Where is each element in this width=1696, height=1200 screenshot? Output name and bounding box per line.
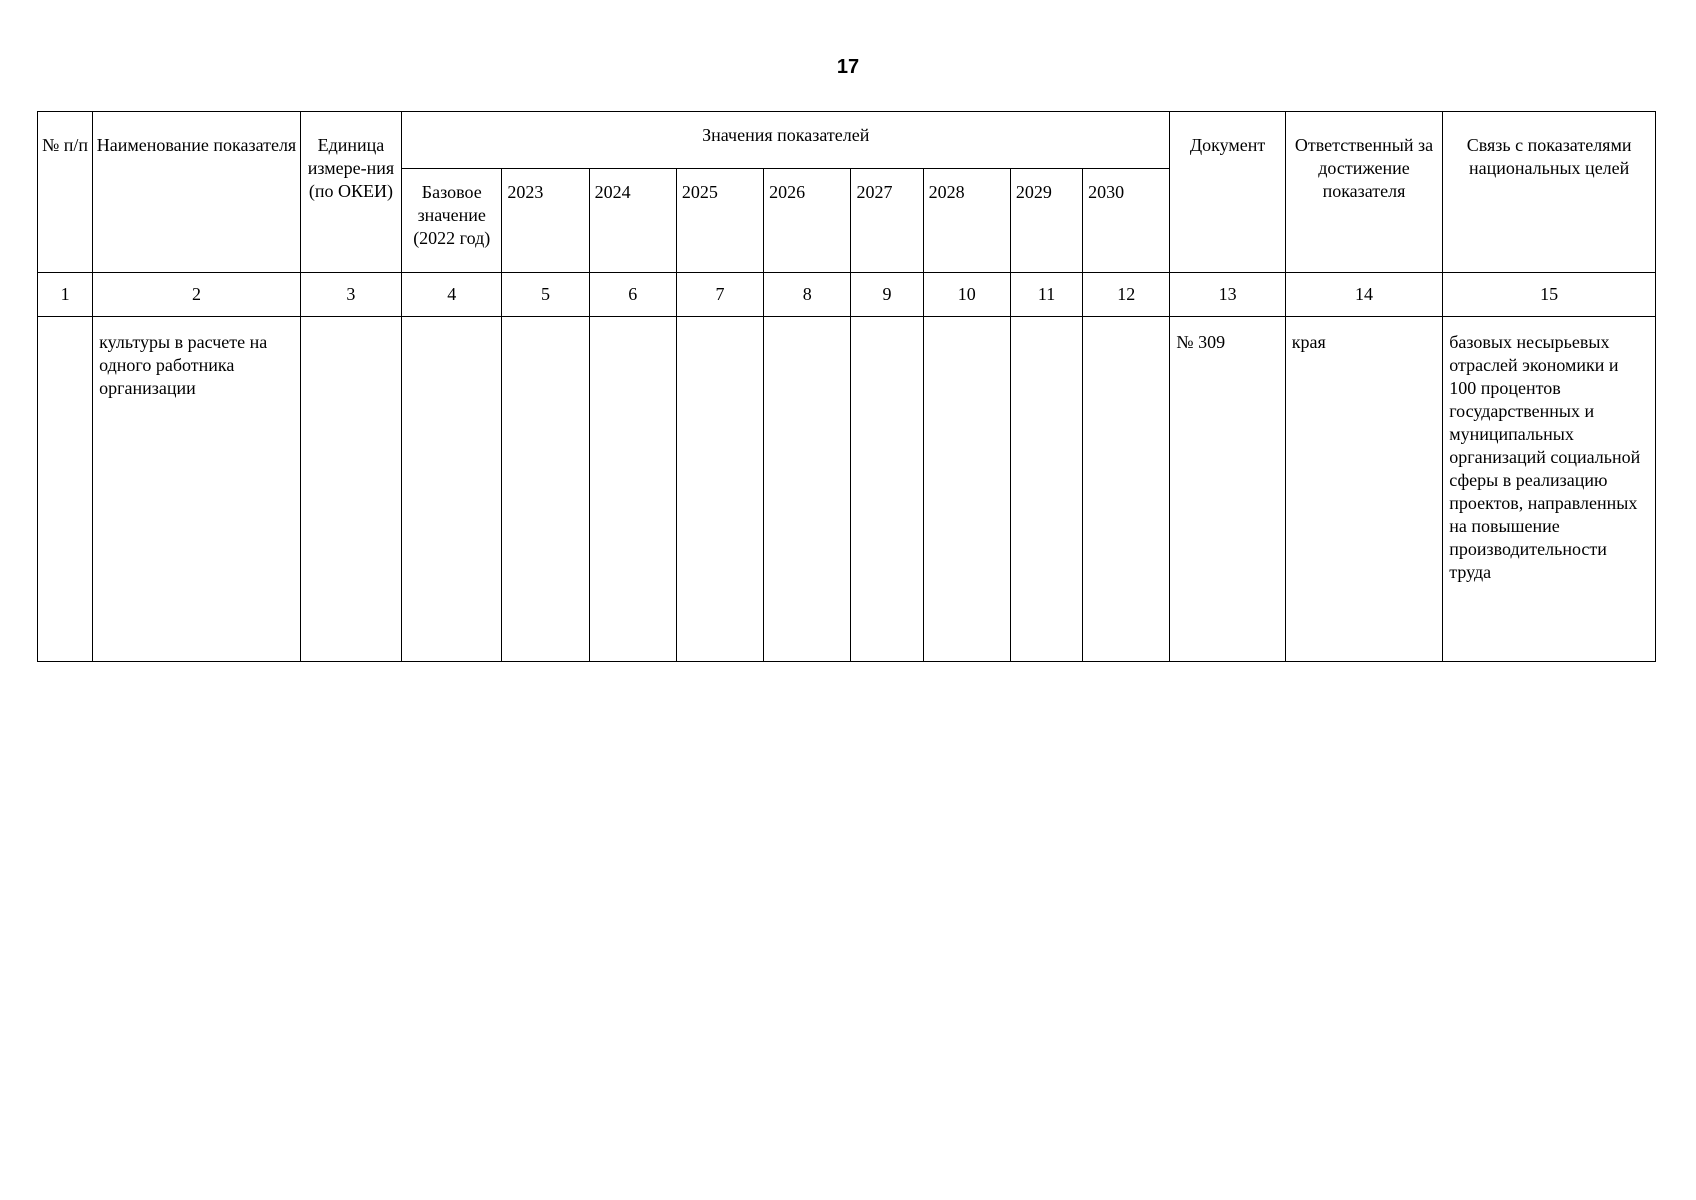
column-number: 5 [502, 273, 589, 317]
column-number: 9 [851, 273, 923, 317]
cell-year-value [589, 317, 676, 662]
cell-num [38, 317, 93, 662]
cell-year-value [1083, 317, 1170, 662]
column-number: 10 [923, 273, 1010, 317]
header-year: 2029 [1010, 169, 1082, 273]
header-document: Документ [1170, 112, 1285, 273]
header-year: 2024 [589, 169, 676, 273]
cell-base-value [402, 317, 502, 662]
column-number: 7 [676, 273, 763, 317]
indicators-table [37, 111, 1656, 662]
header-base-value: Базовое значение (2022 год) [402, 169, 502, 273]
cell-year-value [764, 317, 851, 662]
column-number: 12 [1083, 273, 1170, 317]
column-numbers-row [38, 273, 1656, 317]
column-number: 1 [38, 273, 93, 317]
column-number: 2 [93, 273, 301, 317]
cell-year-value [923, 317, 1010, 662]
header-year: 2023 [502, 169, 589, 273]
column-number: 3 [300, 273, 401, 317]
column-number: 4 [402, 273, 502, 317]
table-row [38, 317, 1656, 662]
column-number: 6 [589, 273, 676, 317]
column-number: 13 [1170, 273, 1285, 317]
header-values-group: Значения показателей [402, 112, 1170, 169]
cell-document: № 309 [1170, 317, 1285, 662]
cell-year-value [676, 317, 763, 662]
header-unit: Единица измере-ния (по ОКЕИ) [300, 112, 401, 273]
column-number: 14 [1285, 273, 1442, 317]
column-number: 8 [764, 273, 851, 317]
cell-year-value [1010, 317, 1082, 662]
cell-indicator-name: культуры в расчете на одного работника организации [93, 317, 301, 662]
header-responsible: Ответственный за достижение показателя [1285, 112, 1442, 273]
column-number: 11 [1010, 273, 1082, 317]
header-name: Наименование показателя [93, 112, 301, 273]
header-year: 2030 [1083, 169, 1170, 273]
header-year: 2025 [676, 169, 763, 273]
header-year: 2028 [923, 169, 1010, 273]
header-num: № п/п [38, 112, 93, 273]
header-link: Связь с показателями национальных целей [1443, 112, 1656, 273]
cell-national-goals-link: базовых несырьевых отраслей экономики и 100 процентов государственных и муниципальных организаций социальной сферы в реализацию проектов, направленных на повышение производительности труда [1443, 317, 1656, 662]
cell-unit [300, 317, 401, 662]
cell-year-value [502, 317, 589, 662]
cell-responsible: края [1285, 317, 1442, 662]
cell-year-value [851, 317, 923, 662]
header-year: 2026 [764, 169, 851, 273]
header-row [38, 112, 1656, 169]
header-year: 2027 [851, 169, 923, 273]
column-number: 15 [1443, 273, 1656, 317]
page-number: 17 [836, 56, 860, 78]
